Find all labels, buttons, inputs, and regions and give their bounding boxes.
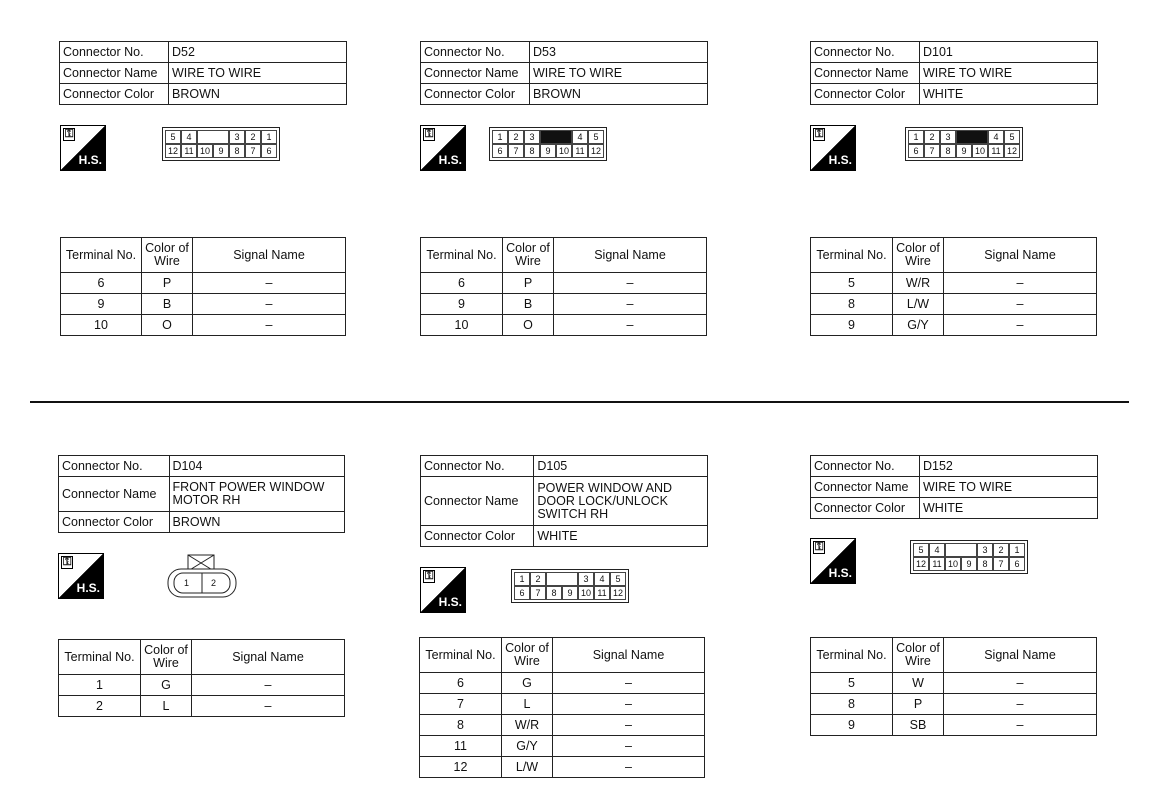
signal-cell: – <box>944 315 1097 336</box>
signal-cell: – <box>553 673 705 694</box>
pin: 12 <box>588 144 604 158</box>
pin: 1 <box>184 578 190 588</box>
connector-face-d53 <box>489 127 607 161</box>
signal-cell: – <box>554 315 707 336</box>
pin: 11 <box>594 586 610 600</box>
connector-d101-info <box>810 41 1098 105</box>
terminal-cell: 8 <box>811 294 893 315</box>
wire-color-cell: P <box>893 694 944 715</box>
table-row <box>420 694 705 715</box>
pin: 3 <box>940 130 956 144</box>
table-row <box>59 696 345 717</box>
header-signal-name: Signal Name <box>192 640 345 675</box>
wire-color-cell: L <box>141 696 192 717</box>
terminal-table-d104 <box>58 639 345 717</box>
pin: 9 <box>961 557 977 571</box>
connector-name-value: WIRE TO WIRE <box>920 63 1098 84</box>
terminal-cell: 6 <box>421 273 503 294</box>
pin: 1 <box>908 130 924 144</box>
connector-no-value: D105 <box>534 456 708 477</box>
pin: 6 <box>492 144 508 158</box>
table-row <box>61 294 346 315</box>
wire-color-cell: B <box>142 294 193 315</box>
header-terminal-no: Terminal No. <box>811 238 893 273</box>
table-row <box>811 715 1097 736</box>
header-signal-name: Signal Name <box>553 638 705 673</box>
connector-name-value: WIRE TO WIRE <box>169 63 347 84</box>
pin: 11 <box>988 144 1004 158</box>
signal-cell: – <box>944 673 1097 694</box>
header-color-of-wire: Color of Wire <box>502 638 553 673</box>
wire-color-cell: L/W <box>502 757 553 778</box>
terminal-table-d101 <box>810 237 1097 336</box>
pin: 1 <box>261 130 277 144</box>
pin: 10 <box>197 144 213 158</box>
label-connector-no: Connector No. <box>60 42 169 63</box>
header-terminal-no: Terminal No. <box>61 238 142 273</box>
connector-plug-icon: ⚿ <box>425 128 434 140</box>
terminal-cell: 9 <box>421 294 503 315</box>
pin: 7 <box>508 144 524 158</box>
pin: 9 <box>213 144 229 158</box>
label-connector-name: Connector Name <box>60 63 169 84</box>
wire-color-cell: O <box>142 315 193 336</box>
connector-d105-info <box>420 455 708 547</box>
pin: 4 <box>181 130 197 144</box>
label-connector-no: Connector No. <box>59 456 170 477</box>
pin: 2 <box>508 130 524 144</box>
connector-color-value: BROWN <box>530 84 708 105</box>
pin: 6 <box>514 586 530 600</box>
terminal-cell: 9 <box>61 294 142 315</box>
hs-icon <box>420 567 466 613</box>
label-connector-color: Connector Color <box>59 512 170 533</box>
pin: 10 <box>972 144 988 158</box>
header-signal-name: Signal Name <box>944 238 1097 273</box>
connector-no-value: D53 <box>530 42 708 63</box>
connector-color-value: WHITE <box>920 498 1098 519</box>
label-connector-color: Connector Color <box>421 526 534 547</box>
pin: 10 <box>578 586 594 600</box>
pin: 11 <box>572 144 588 158</box>
table-row <box>811 294 1097 315</box>
header-color-of-wire: Color of Wire <box>141 640 192 675</box>
connector-color-value: WHITE <box>920 84 1098 105</box>
header-color-of-wire: Color of Wire <box>503 238 554 273</box>
pin: 3 <box>578 572 594 586</box>
header-signal-name: Signal Name <box>944 638 1097 673</box>
terminal-cell: 1 <box>59 675 141 696</box>
pin: 7 <box>245 144 261 158</box>
connector-d152-info <box>810 455 1098 519</box>
wire-color-cell: G <box>141 675 192 696</box>
pin: 1 <box>492 130 508 144</box>
terminal-cell: 9 <box>811 715 893 736</box>
hs-icon <box>810 125 856 171</box>
label-connector-no: Connector No. <box>421 456 534 477</box>
header-signal-name: Signal Name <box>554 238 707 273</box>
connector-name-value: WIRE TO WIRE <box>530 63 708 84</box>
connector-color-value: WHITE <box>534 526 708 547</box>
pin: 8 <box>940 144 956 158</box>
table-row <box>59 675 345 696</box>
terminal-cell: 5 <box>811 273 893 294</box>
pin: 6 <box>1009 557 1025 571</box>
signal-cell: – <box>193 294 346 315</box>
connector-color-value: BROWN <box>169 512 344 533</box>
signal-cell: – <box>554 294 707 315</box>
hs-icon <box>810 538 856 584</box>
wire-color-cell: G/Y <box>893 315 944 336</box>
connector-d104-info <box>58 455 345 533</box>
signal-cell: – <box>944 273 1097 294</box>
pin: 4 <box>572 130 588 144</box>
header-color-of-wire: Color of Wire <box>893 238 944 273</box>
pin: 5 <box>913 543 929 557</box>
pin: 5 <box>588 130 604 144</box>
table-row <box>421 315 707 336</box>
pin-key <box>540 130 572 144</box>
terminal-table-d152 <box>810 637 1097 736</box>
connector-face-d152 <box>910 540 1028 574</box>
hs-label: H.S. <box>76 581 100 595</box>
pin: 12 <box>610 586 626 600</box>
label-connector-color: Connector Color <box>811 498 920 519</box>
connector-no-value: D52 <box>169 42 347 63</box>
hs-icon <box>420 125 466 171</box>
pin: 5 <box>165 130 181 144</box>
terminal-cell: 5 <box>811 673 893 694</box>
pin: 2 <box>245 130 261 144</box>
terminal-table-d53 <box>420 237 707 336</box>
table-row <box>811 673 1097 694</box>
terminal-cell: 11 <box>420 736 502 757</box>
pin: 10 <box>945 557 961 571</box>
hs-label: H.S. <box>438 595 462 609</box>
terminal-cell: 8 <box>420 715 502 736</box>
signal-cell: – <box>553 694 705 715</box>
table-row <box>420 715 705 736</box>
section-divider <box>30 401 1129 403</box>
pin: 8 <box>524 144 540 158</box>
pin: 5 <box>610 572 626 586</box>
hs-label: H.S. <box>828 566 852 580</box>
terminal-cell: 6 <box>61 273 142 294</box>
hs-icon <box>60 125 106 171</box>
wire-color-cell: W/R <box>893 273 944 294</box>
pin: 3 <box>229 130 245 144</box>
table-row <box>61 273 346 294</box>
pin-key <box>956 130 988 144</box>
connector-d52-info <box>59 41 347 105</box>
signal-cell: – <box>944 694 1097 715</box>
pin: 4 <box>988 130 1004 144</box>
wire-color-cell: G/Y <box>502 736 553 757</box>
label-connector-no: Connector No. <box>811 42 920 63</box>
connector-name-value: WIRE TO WIRE <box>920 477 1098 498</box>
table-row <box>421 273 707 294</box>
pin: 7 <box>530 586 546 600</box>
pin: 1 <box>1009 543 1025 557</box>
table-row <box>61 315 346 336</box>
terminal-table-d52 <box>60 237 346 336</box>
signal-cell: – <box>192 675 345 696</box>
signal-cell: – <box>192 696 345 717</box>
pin-key <box>197 130 229 144</box>
hs-label: H.S. <box>828 153 852 167</box>
header-color-of-wire: Color of Wire <box>142 238 193 273</box>
connector-face-d105 <box>511 569 629 603</box>
terminal-cell: 7 <box>420 694 502 715</box>
header-signal-name: Signal Name <box>193 238 346 273</box>
connector-no-value: D101 <box>920 42 1098 63</box>
table-row <box>811 694 1097 715</box>
pin: 12 <box>165 144 181 158</box>
label-connector-name: Connector Name <box>421 63 530 84</box>
signal-cell: – <box>944 294 1097 315</box>
connector-name-value: FRONT POWER WINDOW MOTOR RH <box>169 477 344 512</box>
table-row <box>811 315 1097 336</box>
pin: 4 <box>594 572 610 586</box>
wire-color-cell: L <box>502 694 553 715</box>
pin: 8 <box>229 144 245 158</box>
connector-no-value: D152 <box>920 456 1098 477</box>
connector-face-d52 <box>162 127 280 161</box>
pin: 9 <box>540 144 556 158</box>
label-connector-color: Connector Color <box>60 84 169 105</box>
connector-d53-info <box>420 41 708 105</box>
signal-cell: – <box>944 715 1097 736</box>
table-row <box>420 673 705 694</box>
signal-cell: – <box>554 273 707 294</box>
connector-name-value: POWER WINDOW AND DOOR LOCK/UNLOCK SWITCH RH <box>534 477 708 526</box>
terminal-cell: 2 <box>59 696 141 717</box>
wire-color-cell: L/W <box>893 294 944 315</box>
pin: 11 <box>181 144 197 158</box>
two-pin-connector-icon <box>164 554 240 600</box>
connector-plug-icon: ⚿ <box>65 128 74 140</box>
pin: 7 <box>924 144 940 158</box>
connector-face-d101 <box>905 127 1023 161</box>
terminal-cell: 12 <box>420 757 502 778</box>
hs-label: H.S. <box>78 153 102 167</box>
terminal-cell: 9 <box>811 315 893 336</box>
table-row <box>421 294 707 315</box>
header-terminal-no: Terminal No. <box>811 638 893 673</box>
table-row <box>811 273 1097 294</box>
wire-color-cell: P <box>142 273 193 294</box>
connector-plug-icon: ⚿ <box>63 556 72 568</box>
label-connector-color: Connector Color <box>811 84 920 105</box>
connector-plug-icon: ⚿ <box>425 570 434 582</box>
table-row <box>420 736 705 757</box>
wire-color-cell: B <box>503 294 554 315</box>
pin: 2 <box>924 130 940 144</box>
wire-color-cell: SB <box>893 715 944 736</box>
label-connector-name: Connector Name <box>811 477 920 498</box>
header-terminal-no: Terminal No. <box>421 238 503 273</box>
signal-cell: – <box>193 315 346 336</box>
table-row <box>420 757 705 778</box>
wire-color-cell: W/R <box>502 715 553 736</box>
connector-plug-icon: ⚿ <box>815 541 824 553</box>
signal-cell: – <box>553 736 705 757</box>
wire-color-cell: G <box>502 673 553 694</box>
pin: 9 <box>956 144 972 158</box>
label-connector-no: Connector No. <box>811 456 920 477</box>
pin: 3 <box>977 543 993 557</box>
connector-face-d104 <box>164 554 240 600</box>
pin: 3 <box>524 130 540 144</box>
pin: 10 <box>556 144 572 158</box>
signal-cell: – <box>193 273 346 294</box>
pin: 4 <box>929 543 945 557</box>
connector-no-value: D104 <box>169 456 344 477</box>
terminal-cell: 6 <box>420 673 502 694</box>
pin-key <box>945 543 977 557</box>
terminal-cell: 10 <box>61 315 142 336</box>
header-color-of-wire: Color of Wire <box>893 638 944 673</box>
pin: 6 <box>908 144 924 158</box>
label-connector-color: Connector Color <box>421 84 530 105</box>
connector-color-value: BROWN <box>169 84 347 105</box>
pin: 5 <box>1004 130 1020 144</box>
label-connector-no: Connector No. <box>421 42 530 63</box>
pin-key <box>546 572 578 586</box>
pin: 8 <box>546 586 562 600</box>
terminal-cell: 10 <box>421 315 503 336</box>
pin: 11 <box>929 557 945 571</box>
pin: 2 <box>211 578 217 588</box>
terminal-table-d105 <box>419 637 705 778</box>
label-connector-name: Connector Name <box>811 63 920 84</box>
label-connector-name: Connector Name <box>421 477 534 526</box>
pin: 1 <box>514 572 530 586</box>
pin: 6 <box>261 144 277 158</box>
header-terminal-no: Terminal No. <box>420 638 502 673</box>
signal-cell: – <box>553 757 705 778</box>
pin: 12 <box>1004 144 1020 158</box>
pin: 9 <box>562 586 578 600</box>
header-terminal-no: Terminal No. <box>59 640 141 675</box>
pin: 12 <box>913 557 929 571</box>
label-connector-name: Connector Name <box>59 477 170 512</box>
hs-icon <box>58 553 104 599</box>
terminal-cell: 8 <box>811 694 893 715</box>
pin: 2 <box>993 543 1009 557</box>
hs-label: H.S. <box>438 153 462 167</box>
pin: 8 <box>977 557 993 571</box>
pin: 2 <box>530 572 546 586</box>
wire-color-cell: P <box>503 273 554 294</box>
signal-cell: – <box>553 715 705 736</box>
wire-color-cell: W <box>893 673 944 694</box>
connector-plug-icon: ⚿ <box>815 128 824 140</box>
pin: 7 <box>993 557 1009 571</box>
wire-color-cell: O <box>503 315 554 336</box>
